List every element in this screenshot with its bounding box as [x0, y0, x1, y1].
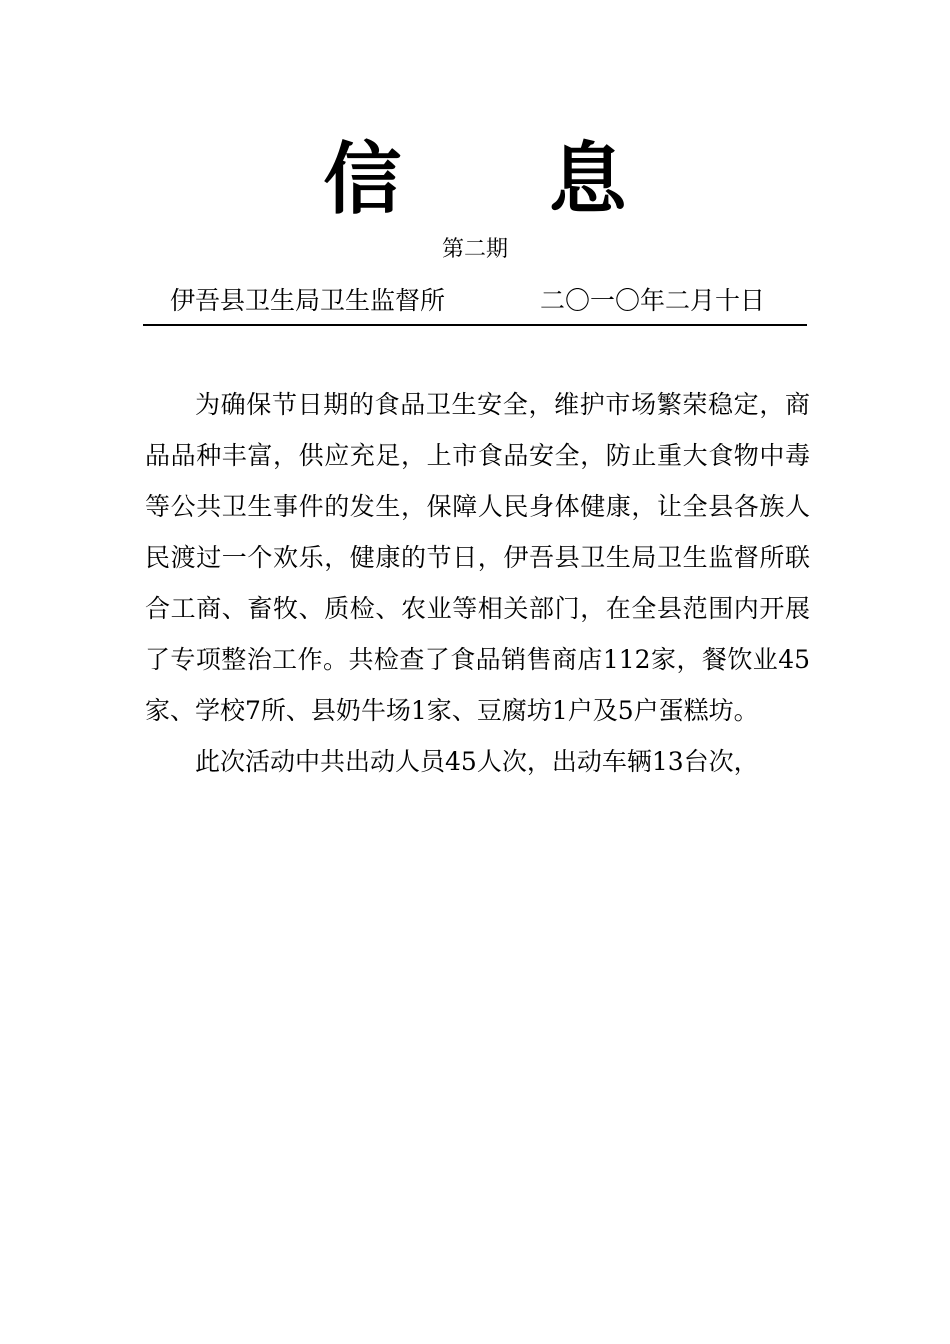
body-paragraph: 此次活动中共出动人员45人次，出动车辆13台次，: [195, 747, 759, 776]
body-paragraph: 为确保节日期的食品卫生安全，维护市场繁荣稳定，商品品种丰富，供应充足，上市食品安全，防止重大食物中毒等公共卫生事件的发生，保障人民身体健康，让全县各族人民渡过一个欢乐，健康的节日，伊吾县卫生局卫生监督所联合工商、畜牧、质检、农业等相关部门，在全县范围内开展了专项整治工作。共检查了食品销售商店112家，餐饮业45家、学校7所、县奶牛场1家、豆腐坊1户及5户蛋糕坊。: [145, 390, 810, 725]
issue-date: 二〇一〇年二月十日: [540, 286, 766, 315]
document-body: [145, 379, 810, 787]
document-title: 信 息: [323, 135, 687, 225]
issuing-organization: 伊吾县卫生局卫生监督所: [170, 286, 446, 315]
header-divider: [143, 324, 807, 326]
issue-number: 第二期: [441, 237, 508, 262]
